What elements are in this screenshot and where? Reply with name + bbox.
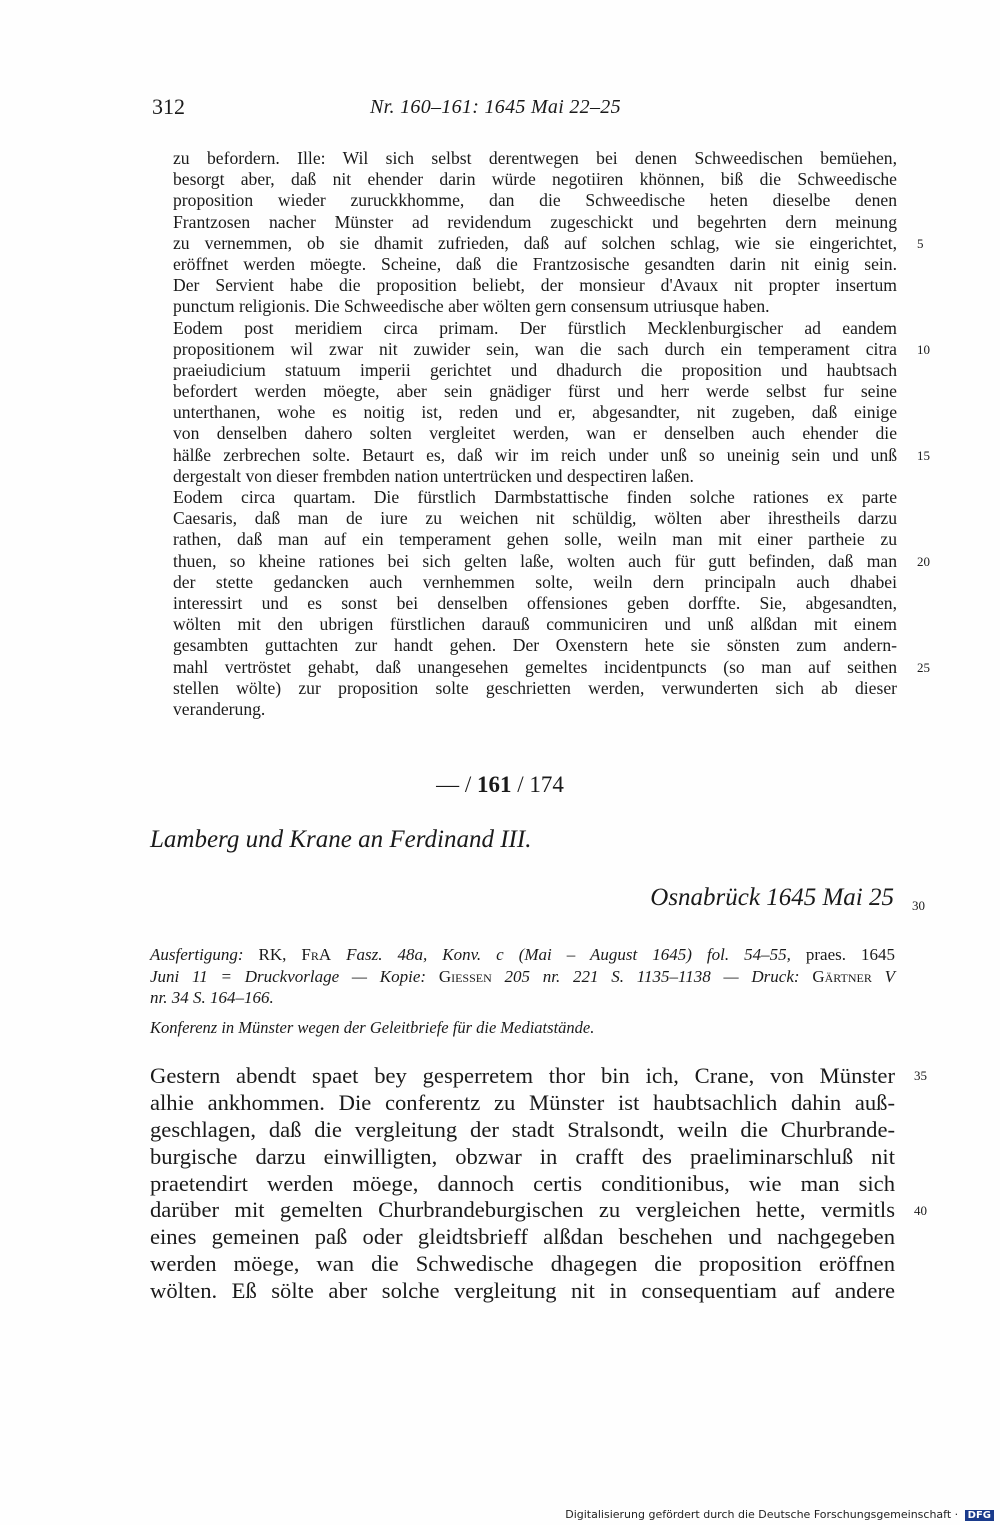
source-line — [150, 944, 895, 966]
text-line: eröffnet werden möegte. Scheine, daß die Frantzosische gesandten darin nit einig sein. — [173, 253, 897, 274]
text-line: rathen, daß man auf ein temperament gehen solle, weiln man mit einer partheie zu — [173, 529, 897, 550]
text-line: dergestalt von dieser frembden nation untertrücken und despectiren laßen. — [173, 465, 694, 486]
text-line: alhie ankhommen. Die conferentz zu Münster ist haubtsachlich dahin auß- — [150, 1089, 895, 1115]
body-text-block — [150, 1063, 895, 1305]
text-line: Eodem circa quartam. Die fürstlich Darmbstattische finden solche rationes ex parte — [173, 487, 897, 507]
text-line: zu befordern. Ille: Wil sich selbst derentwegen bei denen Schweedischen bemüehen, — [173, 148, 897, 168]
source-label: Ausfertigung: — [150, 945, 244, 964]
text-line: praetendirt werden möege, dannoch certis conditionibus, wie man sich — [150, 1170, 895, 1196]
text-line: punctum religionis. Die Schweedische aber wölten gern consensum utriusque haben. — [173, 296, 770, 317]
text-line: wölten mit den ubrigen fürstlichen darauß communiciren und unß alßdan mit einem — [173, 614, 897, 635]
source-text: RK, — [243, 945, 302, 964]
text-line: gesambten guttachten zur handt gehen. Der Oxenstern hete sie sönsten zum andern- — [173, 635, 897, 656]
line-number: 30 — [912, 898, 925, 913]
text-line: Frantzosen nacher Münster ad revidendum zugeschickt und begehrten dern meinung — [173, 211, 897, 232]
line-number: 25 — [917, 660, 930, 675]
text-line: interessirt und es sonst bei denselben offensiones geben dorffte. Sie, abgesandten, — [173, 592, 897, 613]
line-number: 40 — [914, 1203, 927, 1218]
footer — [565, 1508, 994, 1521]
text-line: befordert werden möegte, aber sein gnädiger fürst und herr werde selbst fur seine — [173, 381, 897, 402]
document-number-main: 161 — [477, 772, 512, 797]
text-line: praeiudicium statuum imperii gerichtet und dhadurch die proposition und haubtsach — [173, 359, 897, 380]
document-summary: Konferenz in Münster wegen der Geleitbriefe für die Mediatstände. — [150, 1018, 595, 1037]
source-text: Gärtner — [812, 966, 872, 986]
source-text: Juni 11 = Druckvorlage — Kopie: — [150, 966, 439, 986]
source-text: FrA — [301, 945, 332, 964]
running-head: Nr. 160–161: 1645 Mai 22–25 — [370, 96, 621, 118]
footer-text: Digitalisierung gefördert durch die Deutsche Forschungsgemeinschaft · — [565, 1508, 959, 1521]
source-description — [150, 944, 895, 1009]
line-number: 15 — [917, 448, 930, 463]
text-line: veranderung. — [173, 698, 266, 719]
text-line: eines gemeinen paß oder gleidtsbrieff alßdan beschehen und nachgegeben — [150, 1224, 895, 1250]
document-place-date: Osnabrück 1645 Mai 25 — [650, 884, 894, 911]
source-text: 205 nr. 221 S. 1135–1138 — Druck: — [491, 966, 813, 986]
line-number: 35 — [914, 1068, 927, 1083]
text-line: thuen, so kheine rationes bei sich gelten laße, wolten auch für gutt befinden, daß man — [173, 550, 897, 571]
line-number: 20 — [917, 554, 930, 569]
text-line: besorgt aber, daß nit ehender darin würde negotiiren khönnen, biß die Schweedische — [173, 169, 897, 190]
source-line — [150, 966, 895, 988]
document-title: Lamberg und Krane an Ferdinand III. — [150, 826, 532, 853]
text-line: Der Servient habe die proposition beliebt, der monsieur d'Avaux nit propter insertum — [173, 275, 897, 296]
text-line: Caesaris, daß man de iure zu weichen nit schüldig, wölten aber ihrestheils darzu — [173, 508, 897, 529]
text-line: proposition wieder zuruckkhomme, dan die Schweedische heten dieselbe denen — [173, 190, 897, 211]
text-line: stellen wölte) zur proposition solte geschrietten werden, verwunderten sich ab dieser — [173, 677, 897, 698]
text-line: wölten. Eß sölte aber solche vergleitung nit in consequentiam auf andere — [150, 1278, 895, 1304]
text-line: Gestern abendt spaet bey gesperretem thor bin ich, Crane, von Münster — [150, 1063, 895, 1088]
text-line: mahl vertröstet gehabt, daß unangesehen gemeltes incidentpuncts (so man auf seithen — [173, 656, 897, 677]
dfg-logo: DFG — [965, 1510, 994, 1521]
text-line: Eodem post meridiem circa primam. Der fürstlich Mecklenburgischer ad eandem — [173, 317, 897, 338]
source-text: praes. 1645 — [805, 945, 895, 964]
text-line: propositionem wil zwar nit zuwider sein, wan die sach durch ein temperament citra — [173, 338, 897, 359]
text-line: unterthanen, wohe es noitig ist, reden und er, abgesandter, nit zugeben, daß einige — [173, 402, 897, 423]
page-number: 312 — [152, 94, 185, 119]
text-line: zu vernemmen, ob sie dhamit zufrieden, daß auf solchen schlag, wie sie eingerichtet, — [173, 232, 897, 253]
text-line: von denselben dahero solten vergleitet werden, wan er denselben auch ehender die — [173, 423, 897, 444]
text-line: darüber mit gemelten Churbrandeburgischen zu vergleichen hette, vermitls — [150, 1197, 895, 1223]
source-text: V — [871, 966, 896, 986]
source-text: Giessen — [438, 966, 492, 986]
text-line: hälße zerbrechen solte. Betaurt es, daß wir im reich under unß so uneinig sein und unß — [173, 444, 897, 465]
document-number-suffix: / 174 — [517, 772, 564, 797]
text-line: burgische darzu einwilligten, obzwar in crafft des praeliminarschluß nit — [150, 1143, 895, 1169]
text-line: geschlagen, daß die vergleitung der stadt Stralsondt, weiln die Churbrande- — [150, 1116, 895, 1142]
source-text: Fasz. 48a, Konv. c (Mai – August 1645) fol. 54–55, — [331, 945, 806, 964]
line-number: 5 — [917, 236, 924, 251]
source-line: nr. 34 S. 164–166. — [150, 988, 274, 1007]
document-number — [0, 772, 1000, 798]
text-line: werden möege, wan die Schwedische dhagegen die proposition eröffnen — [150, 1251, 895, 1277]
top-text-block — [173, 148, 897, 720]
line-number: 10 — [917, 342, 930, 357]
text-line: der stette gedancken auch vernhemmen solte, weiln dern principaln auch dhabei — [173, 571, 897, 592]
document-number-prefix: — / — [436, 772, 472, 797]
